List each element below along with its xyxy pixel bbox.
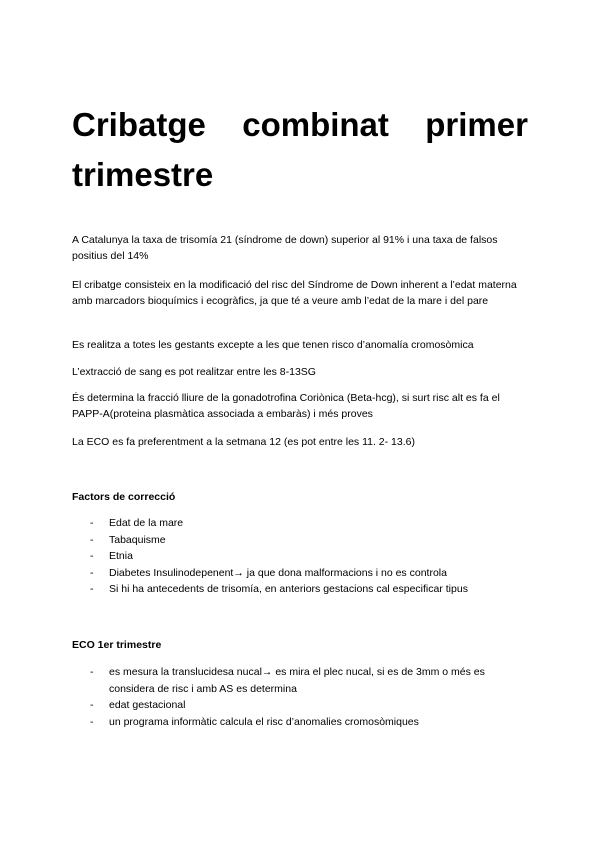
list-item bbox=[72, 565, 532, 582]
bullet-dash: - bbox=[90, 699, 94, 711]
eco-heading: ECO 1er trimestre bbox=[72, 639, 162, 651]
list-item-text: Tabaquisme bbox=[109, 533, 166, 546]
factors-heading: Factors de correcció bbox=[72, 491, 176, 503]
list-item-text: edat gestacional bbox=[109, 699, 186, 711]
title-word-2: combinat bbox=[242, 106, 389, 143]
title-word-3: primer bbox=[425, 106, 528, 143]
list-item-text: Diabetes Insulinodepenent→ ja que dona malformacions i no es controla bbox=[109, 566, 447, 579]
paragraph-target-population: Es realitza a totes les gestants excepte a les que tenen risco d’anomalía cromosòmica bbox=[72, 339, 474, 351]
paragraph-blood-extraction: L’extracció de sang es pot realitzar entre les 8-13SG bbox=[72, 366, 316, 378]
document-title bbox=[72, 100, 528, 200]
list-item bbox=[72, 548, 532, 565]
bullet-dash: - bbox=[90, 666, 94, 678]
paragraph-screening-definition: El cribatge consisteix en la modificació del risc del Síndrome de Down inherent a l’edat materna amb marcadors bioquímics i ecogràfics, ja que té a veure amb l’edat de la mare i del pare bbox=[72, 279, 517, 307]
paragraph-trisomy-rate: A Catalunya la taxa de trisomía 21 (síndrome de down) superior al 91% i una taxa de falsos positius del 14% bbox=[72, 234, 498, 262]
list-item-text: Edat de la mare bbox=[109, 517, 184, 529]
title-word-1: Cribatge bbox=[72, 106, 206, 143]
title-line-2: trimestre bbox=[72, 156, 214, 193]
list-item bbox=[72, 515, 532, 532]
eco-list bbox=[72, 664, 532, 730]
bullet-dash: - bbox=[90, 533, 94, 546]
list-item bbox=[72, 664, 532, 697]
list-item bbox=[72, 714, 532, 731]
bullet-dash: - bbox=[90, 550, 94, 562]
list-item-text: un programa informàtic calcula el risc d’anomalies cromosòmiques bbox=[109, 715, 419, 728]
factors-list bbox=[72, 515, 532, 598]
bullet-dash: - bbox=[90, 566, 94, 579]
list-item-text: Etnia bbox=[109, 550, 133, 562]
bullet-dash: - bbox=[90, 517, 94, 529]
list-item-text: Si hi ha antecedents de trisomía, en anteriors gestacions cal especificar tipus bbox=[109, 583, 468, 595]
list-item bbox=[72, 697, 532, 714]
title-line-1 bbox=[72, 100, 528, 150]
list-item-text: es mesura la translucidesa nucal→ es mira el plec nucal, si es de 3mm o més es considera de risc i amb AS es determina bbox=[109, 666, 485, 695]
bullet-dash: - bbox=[90, 715, 94, 728]
list-item bbox=[72, 581, 532, 598]
paragraph-beta-hcg: És determina la fracció lliure de la gonadotrofina Coriònica (Beta-hcg), si surt risc alt es fa el PAPP-A(proteina plasmàtica associada a embaràs) i més proves bbox=[72, 392, 500, 420]
paragraph-eco-timing: La ECO es fa preferentment a la setmana 12 (es pot entre les 11. 2- 13.6) bbox=[72, 436, 415, 448]
list-item bbox=[72, 532, 532, 549]
bullet-dash: - bbox=[90, 583, 94, 595]
